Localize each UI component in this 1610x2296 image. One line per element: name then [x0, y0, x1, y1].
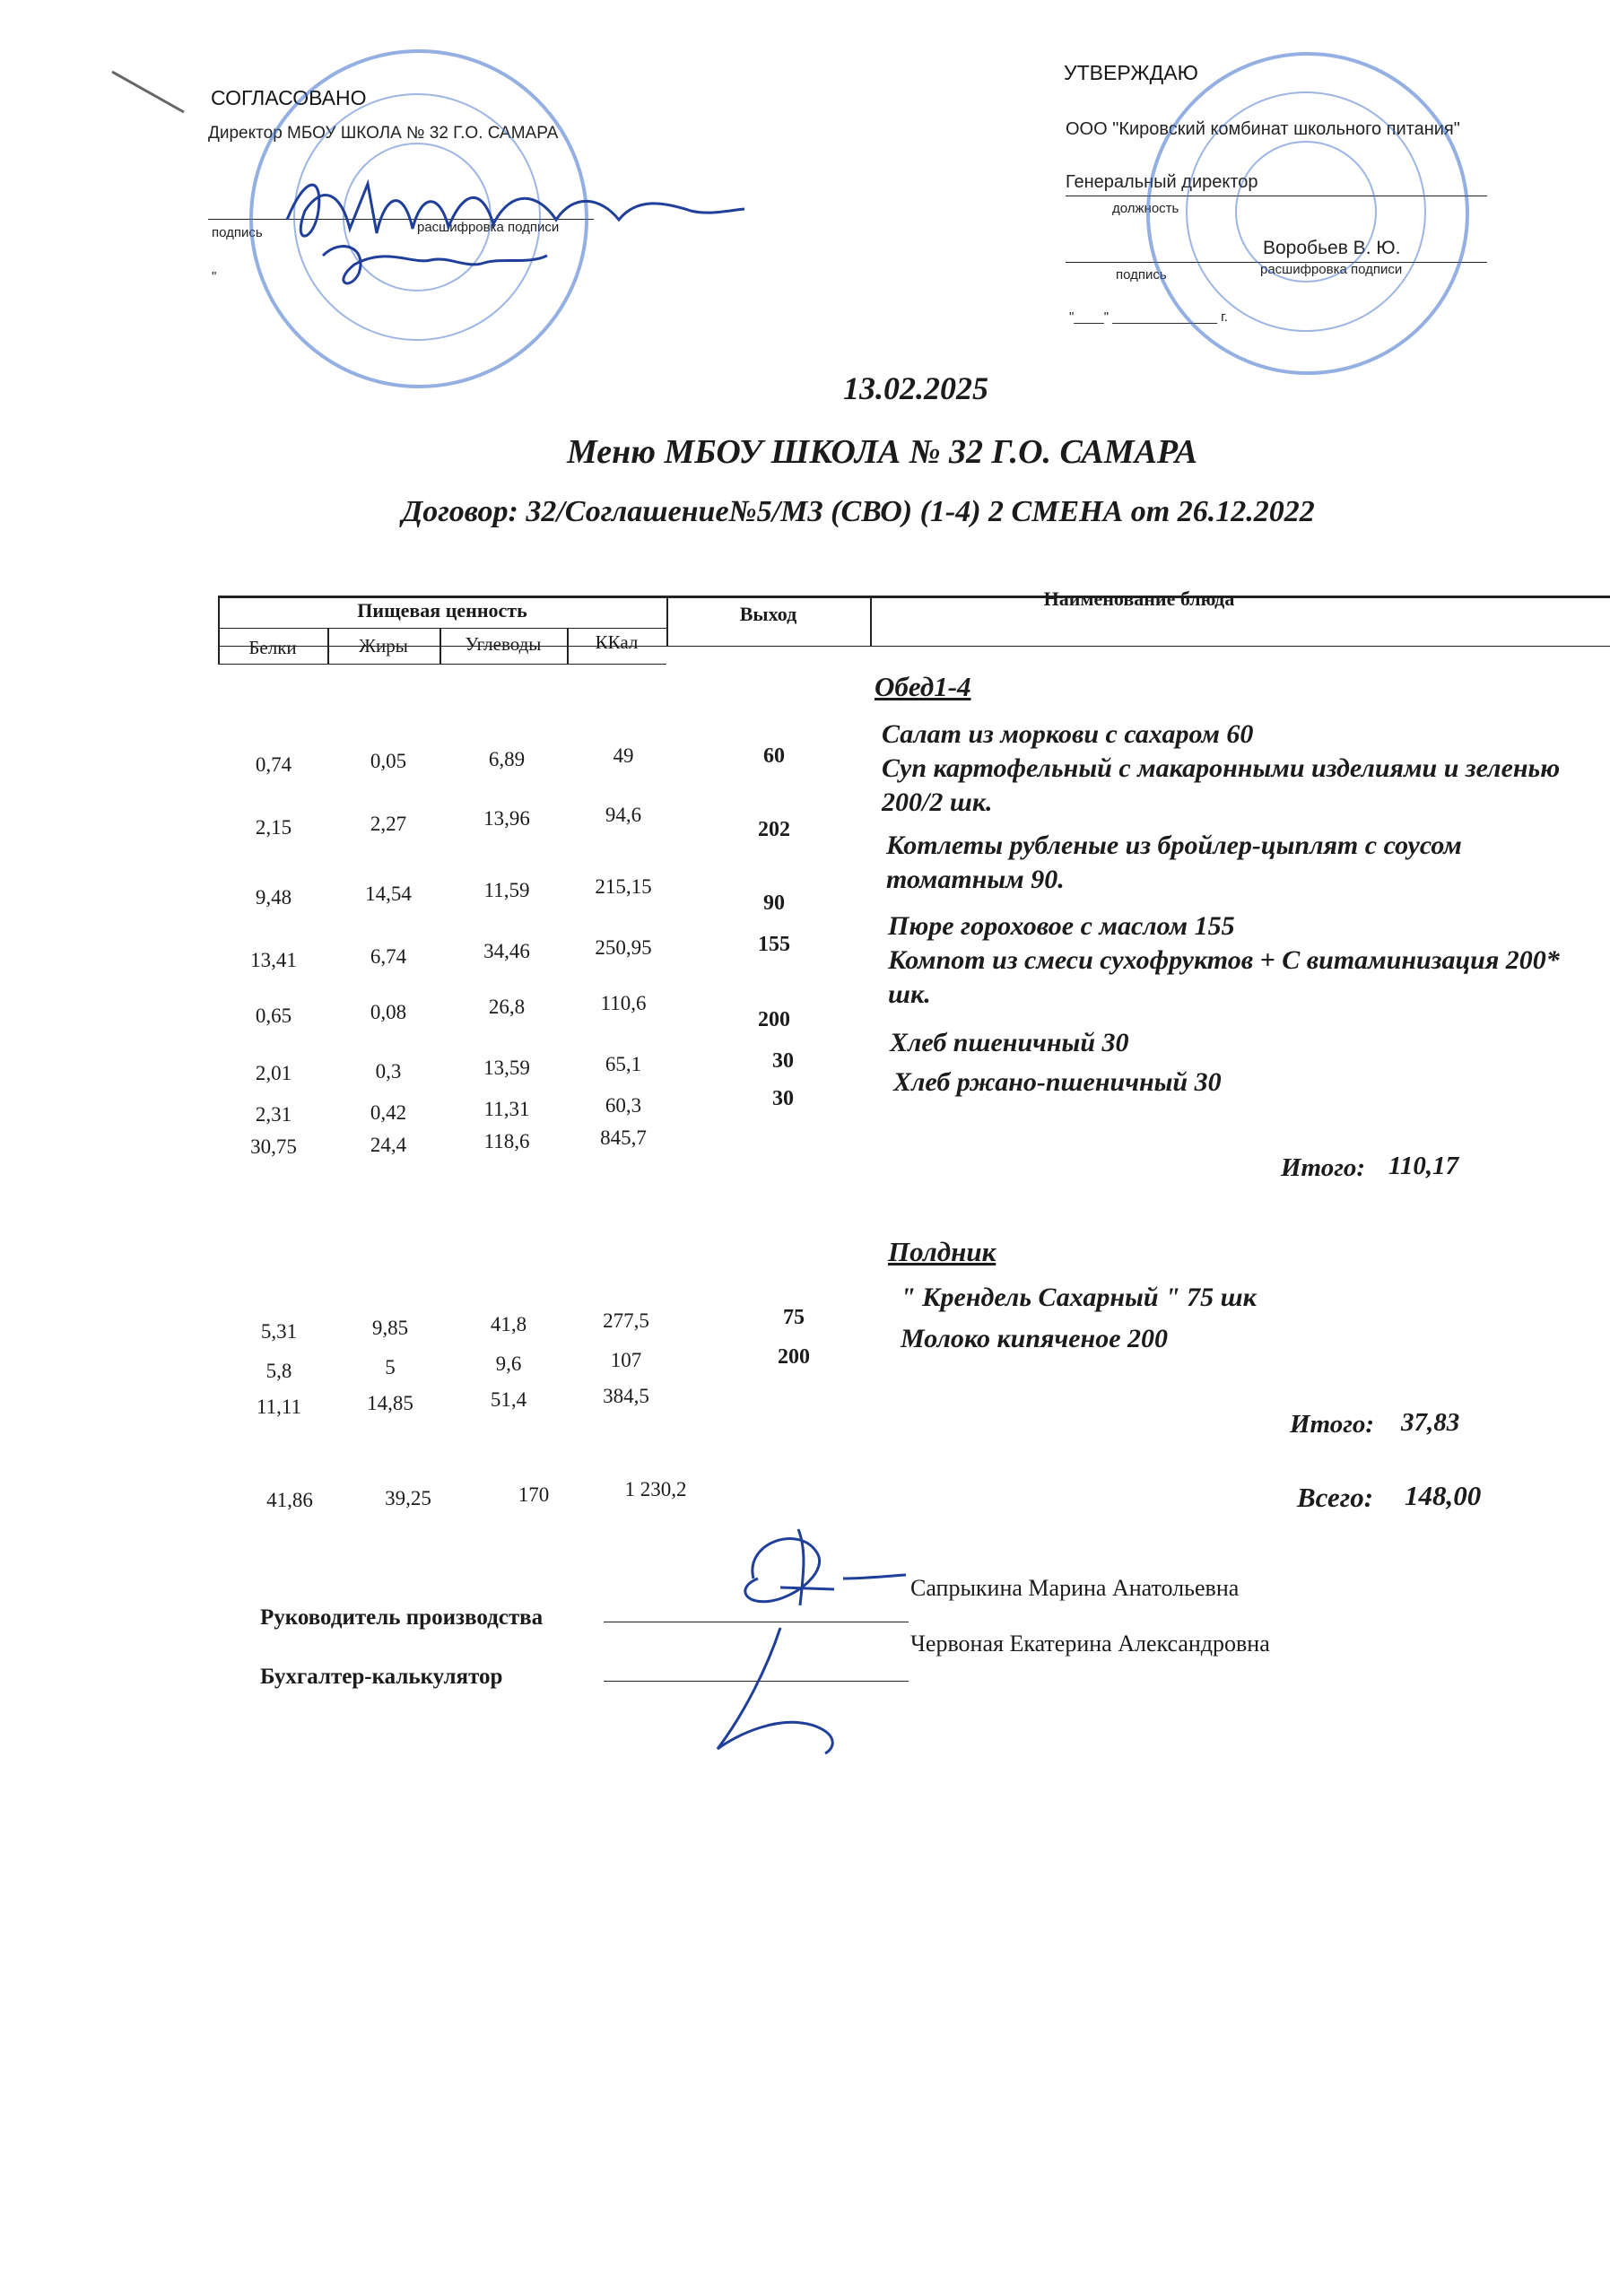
menu-title: Меню МБОУ ШКОЛА № 32 Г.О. САМАРА	[567, 433, 1198, 471]
cell-dish: Суп картофельный с макаронными изделиями и зеленью 200/2 шк.	[882, 753, 1561, 817]
cell-dish: Салат из моркови с сахаром 60	[882, 719, 1254, 749]
cell-kcal: 107	[610, 1349, 642, 1371]
cell-fat: 14,54	[365, 883, 412, 905]
header-protein: Белки	[248, 637, 297, 658]
cell-protein: 9,48	[255, 886, 292, 909]
signature-role: Бухгалтер-калькулятор	[260, 1665, 503, 1689]
grand-fat: 39,25	[385, 1487, 431, 1509]
cell-protein: 13,41	[250, 949, 297, 971]
cell-protein: 2,15	[255, 816, 292, 839]
approval-right-position: Генеральный директор	[1066, 172, 1258, 192]
cell-carbs: 13,59	[483, 1057, 530, 1079]
header-fat: Жиры	[359, 635, 408, 657]
cell-kcal: 49	[613, 744, 634, 767]
cell-protein: 0,74	[255, 753, 292, 776]
sum-protein: 11,11	[256, 1396, 302, 1418]
grand-carbs: 170	[518, 1483, 550, 1506]
cell-dish: Хлеб пшеничный 30	[890, 1028, 1129, 1057]
cell-carbs: 6,89	[488, 748, 526, 770]
company-stamp	[1146, 52, 1469, 375]
signature-role: Руководитель производства	[260, 1605, 544, 1630]
lunch-total-value: 110,17	[1388, 1152, 1459, 1180]
approval-left-position: Директор МБОУ ШКОЛА № 32 Г.О. САМАРА	[208, 124, 559, 143]
approval-left-signature-label: подпись	[212, 225, 263, 240]
header-dish-name: Наименование блюда	[1043, 587, 1235, 610]
approval-left-signature	[269, 157, 753, 291]
contract-info: Договор: 32/Соглашение№5/МЗ (СВО) (1-4) 2 СМЕНА от 26.12.2022	[402, 495, 1315, 528]
cell-fat: 2,27	[370, 813, 407, 835]
cell-protein: 5,31	[260, 1320, 298, 1343]
cell-carbs: 13,96	[483, 807, 530, 830]
grand-total-label: Всего:	[1297, 1482, 1374, 1513]
approval-right-position-label: должность	[1112, 201, 1179, 216]
cell-output: 200	[758, 1008, 790, 1031]
cell-fat: 0,3	[375, 1060, 402, 1083]
cell-fat: 6,74	[370, 945, 407, 968]
cell-output: 202	[758, 818, 790, 841]
cell-output: 200	[778, 1345, 810, 1369]
cell-output: 30	[772, 1049, 794, 1073]
cell-output: 75	[783, 1306, 805, 1329]
cell-kcal: 65,1	[605, 1053, 642, 1075]
lunch-title: Обед1-4	[875, 671, 971, 702]
cell-dish: Пюре гороховое с маслом 155	[888, 911, 1235, 941]
header-kcal: ККал	[595, 631, 639, 653]
signature-name: Сапрыкина Марина Анатольевна	[910, 1575, 1240, 1601]
grand-kcal: 1 230,2	[624, 1478, 687, 1500]
cell-dish: Молоко кипяченое 200	[901, 1324, 1169, 1353]
grand-protein: 41,86	[266, 1489, 313, 1511]
approval-right-heading: УТВЕРЖДАЮ	[1064, 61, 1198, 84]
cell-protein: 0,65	[255, 1004, 292, 1027]
cell-fat: 5	[385, 1356, 396, 1378]
cell-output: 155	[758, 933, 790, 956]
cell-kcal: 250,95	[595, 936, 652, 959]
accountant-signature	[682, 1614, 897, 1767]
cell-kcal: 215,15	[595, 875, 652, 898]
cell-output: 30	[772, 1087, 794, 1110]
sum-fat: 24,4	[370, 1134, 407, 1156]
cell-kcal: 277,5	[603, 1309, 649, 1332]
cell-output: 90	[763, 891, 785, 915]
cell-fat: 9,85	[371, 1317, 409, 1339]
signature-name: Червоная Екатерина Александровна	[910, 1631, 1270, 1657]
cell-carbs: 34,46	[483, 940, 530, 962]
approval-left-date: "	[212, 269, 217, 284]
sum-kcal: 384,5	[603, 1385, 649, 1407]
approval-right-date: "____" ______________ г.	[1069, 309, 1228, 325]
snack-total-label: Итого:	[1290, 1410, 1375, 1439]
scan-mark	[108, 63, 188, 117]
cell-fat: 0,08	[370, 1001, 407, 1023]
cell-dish: Котлеты рубленые из бройлер-цыплят с соусом томатным 90.	[886, 831, 1462, 894]
approval-left-decode-label: расшифровка подписи	[417, 220, 560, 235]
grand-total-value: 148,00	[1405, 1480, 1482, 1511]
cell-kcal: 110,6	[600, 992, 647, 1014]
cell-carbs: 11,31	[483, 1098, 530, 1120]
cell-protein: 2,31	[255, 1103, 292, 1126]
lunch-total-label: Итого:	[1281, 1153, 1366, 1182]
cell-carbs: 41,8	[490, 1313, 527, 1335]
snack-total-value: 37,83	[1401, 1408, 1460, 1437]
approval-right-signature-label: подпись	[1116, 267, 1167, 283]
sum-kcal: 845,7	[600, 1126, 647, 1149]
header-nutrition: Пищевая ценность	[357, 599, 527, 622]
cell-kcal: 60,3	[605, 1094, 642, 1117]
cell-carbs: 9,6	[495, 1352, 522, 1375]
snack-title: Полдник	[888, 1236, 996, 1267]
approval-right-decode-label: расшифровка подписи	[1260, 262, 1403, 277]
cell-carbs: 11,59	[483, 879, 530, 901]
sum-carbs: 118,6	[483, 1130, 530, 1152]
cell-protein: 2,01	[255, 1062, 292, 1084]
approval-left-heading: СОГЛАСОВАНО	[211, 86, 367, 109]
sum-fat: 14,85	[367, 1392, 413, 1414]
header-output: Выход	[739, 603, 797, 625]
cell-dish: " Крендель Сахарный " 75 шк	[901, 1283, 1257, 1312]
cell-dish: Хлеб ржано-пшеничный 30	[893, 1067, 1222, 1097]
cell-fat: 0,42	[370, 1101, 407, 1124]
sum-carbs: 51,4	[490, 1388, 527, 1411]
sum-protein: 30,75	[250, 1135, 297, 1158]
cell-kcal: 94,6	[605, 804, 642, 826]
cell-carbs: 26,8	[488, 996, 526, 1018]
cell-fat: 0,05	[370, 750, 407, 772]
cell-dish: Компот из смеси сухофруктов + С витаминизация 200* шк.	[888, 945, 1560, 1009]
approval-right-name: Воробьев В. Ю.	[1263, 238, 1401, 258]
cell-output: 60	[763, 744, 785, 768]
cell-protein: 5,8	[265, 1360, 292, 1382]
header-carbs: Углеводы	[465, 633, 542, 655]
menu-date: 13.02.2025	[843, 370, 988, 406]
approval-right-organization: ООО "Кировский комбинат школьного питания"	[1066, 119, 1460, 139]
